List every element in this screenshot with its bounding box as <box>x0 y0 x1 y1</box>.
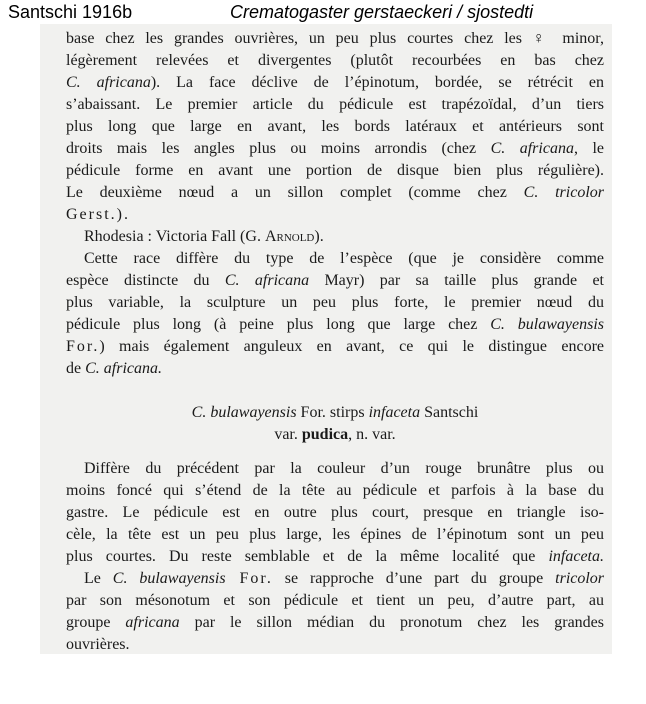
species-title: Crematogaster gerstaeckeri / sjostedti <box>230 2 534 22</box>
text-line: gastre. Le pédicule est en outre plus court, presque en triangle iso- <box>66 504 604 521</box>
text-line: Diffère du précédent par la couleur d’un rouge brunâtre plus ou <box>84 460 604 477</box>
text-line: de C. africana. <box>66 360 162 377</box>
text-line: moins foncé qui s’étend de la tête au pédicule et parfois à la base du <box>66 482 604 499</box>
collector-name: Arnold <box>264 228 315 245</box>
text-line: s’abaissant. Le premier article du pédicule est trapézoïdal, d’un tiers <box>66 96 604 113</box>
taxon-name: C. bulawayensis <box>112 570 226 587</box>
taxon-name: C. africana <box>66 74 151 91</box>
taxon-name: infaceta. <box>548 548 604 565</box>
text-line: plus courtes. Du reste semblable et de la même localité que infaceta. <box>66 548 604 565</box>
text-line: ouvrières. <box>66 636 130 653</box>
author-year: Santschi 1916b <box>8 2 133 22</box>
text-line: base chez les grandes ouvrières, un peu plus courtes chez les ♀ minor, <box>66 30 604 47</box>
taxon-name: C. africana <box>490 140 574 157</box>
text-line: Le C. bulawayensis For. se rapproche d’une part du groupe tricolor <box>84 570 605 587</box>
text-line: plus long que large en avant, les bords latéraux et antérieurs sont <box>66 118 604 135</box>
taxon-name: C. africana <box>224 272 310 289</box>
text-line: C. africana). La face déclive de l’épinotum, bordée, se rétrécit en <box>66 74 604 91</box>
text-line: pédicule forme en avant une portion de disque bien plus régulière). <box>66 162 604 179</box>
text-line: espèce distincte du C. africana Mayr) par sa taille plus grande et <box>66 272 604 289</box>
text-line: Cette race diffère du type de l’espèce (que je considère comme <box>84 250 604 267</box>
text-line: Le deuxième nœud a un sillon complet (comme chez C. tricolor <box>66 184 605 201</box>
locality-line: Rhodesia : Victoria Fall (G. Arnold). <box>84 228 324 245</box>
text-line: groupe africana par le sillon médian du pronotum chez les grandes <box>66 614 605 631</box>
taxon-heading: C. bulawayensis For. stirps infaceta Santschi <box>191 404 479 421</box>
text-line: plus variable, la sculpture un peu plus forte, le premier nœud du <box>66 294 604 311</box>
taxon-name: C. bulawayensis <box>490 316 605 333</box>
variety-name: pudica <box>301 426 349 443</box>
taxon-name: C. africana. <box>85 360 162 377</box>
text-line: pédicule plus long (à peine plus long que large chez C. bulawayensis <box>66 316 605 333</box>
text-line: par son mésonotum et son pédicule et tient un peu, d’autre part, au <box>66 592 604 609</box>
text-line: For.) mais également anguleux en avant, ce qui le distingue encore <box>66 338 604 355</box>
text-line: droits mais les angles plus ou moins arrondis (chez C. africana, le <box>66 140 605 157</box>
text-line: légèrement relevées et divergentes (plutôt recourbées en bas chez <box>66 52 604 69</box>
text-line: cèle, la tête est un peu plus large, les épines de l’épinotum sont un peu <box>66 526 604 543</box>
taxon-name: C. tricolor <box>523 184 605 201</box>
text-line: Gerst.). <box>66 206 130 223</box>
page-header <box>0 0 646 26</box>
variety-heading: var. pudica, n. var. <box>274 426 396 443</box>
